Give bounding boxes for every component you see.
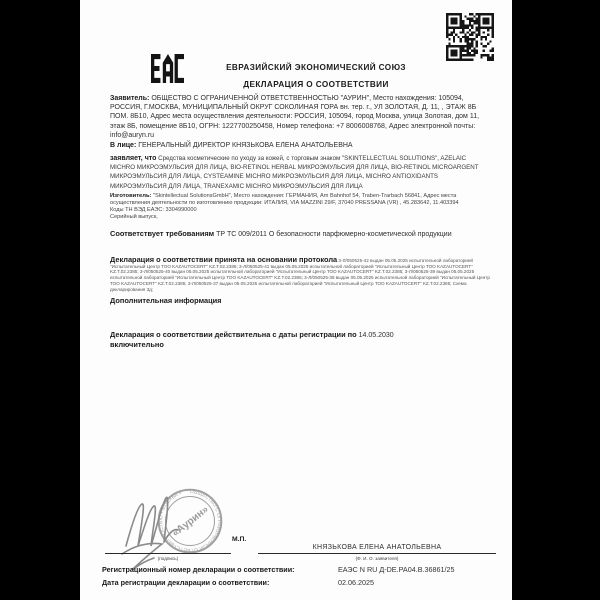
validity-suffix: включительно [110, 340, 164, 350]
in-person-block [110, 141, 492, 150]
additional-info-block [110, 296, 492, 306]
validity-date: 14.05.2030 [356, 332, 394, 339]
basis-block [110, 257, 492, 292]
in-person-text: ГЕНЕРАЛЬНЫЙ ДИРЕКТОР КНЯЗЬКОВА ЕЛЕНА АНАТОЛЬЕВНА [136, 142, 353, 149]
basis-text: 3-Л/050525-42 выдан 05.05.2025 испытательной лабораторией "Испытательный Центр ТОО KAZAUTOCERT" KZ.T.02.2385; 3-Л/050525-41 выдан 05.05.2025 испытательной лабораторией "Испытательный Центр ТОО KAZAUTOCERT" KZ.T.02.2385; 3-Л/050525-40 выдан 05.05.2025 испытательной лабораторией "Испытательный Центр ТОО KAZAUTOCERT" KZ.T.02.2385; 3-Л/050525-39 выдан 05.05.2025 испытательной лабораторией "Испытательный Центр ТОО KAZAUTOCERT" KZ.T.02.2385; 3-Л/050525-38 выдан 05.05.2025 испытательной лабораторией "Испытательный Центр ТОО KAZAUTOCERT" KZ.T.02.2385; 3-Л/050525-37 выдан 05.05.2025 испытательной лабораторией "Испытательный Центр ТОО KAZAUTOCERT" KZ.T.02.2385; Схема декларирования 3д; [110, 258, 490, 292]
name-caption: (Ф. И. О. заявителя) [355, 556, 399, 561]
registration-date-row [102, 578, 496, 587]
conformity-text: ТР ТС 009/2011 О безопасности парфюмерно-косметической продукции [214, 231, 452, 238]
validity-label: Декларация о соответствии действительна с даты регистрации по [110, 330, 357, 339]
applicant-name: КНЯЗЬКОВА ЕЛЕНА АНАТОЛЬЕВНА [312, 544, 442, 551]
handwritten-signature [118, 484, 210, 576]
manufacturer-text: "Skintellectual SolutionsGmbH", Место нахождения: ГЕРМАНИЯ, Am Bahnhof 54, Traben-Trarbach 56841, Адрес места осуществления деятельности по изготовлению продукции: ИТАЛИЯ, VIA MAZZINI 29/F, 37040 PRESSANA (VR) , 45.283642, 11.403394 [110, 192, 459, 206]
applicant-text: ОБЩЕСТВО С ОГРАНИЧЕННОЙ ОТВЕТСТВЕННОСТЬЮ "АУРИН", Место нахождения: 105094, РОССИЯ, Г.МОСКВА, МУНИЦИПАЛЬНЫЙ ОКРУГ СОКОЛИНАЯ ГОРА вн. тер. г., УЛ ЗОЛОТАЯ, Д. 11, , ЭТАЖ 8Б ПОМ. 8Б10, Адрес места осуществления деятельности: РОССИЯ, 105094, город Москва, улица Золотая, дом 11, этаж 8Б, помещение 8Б10, ОГРН: 1227700250458, Номер телефона: +7 8006008768, Адрес электронной почты: info@auryn.ru [110, 95, 480, 139]
registration-number-label: Регистрационный номер декларации о соответствии: [102, 565, 295, 574]
registration-number-value: ЕАЭС N RU Д-DE.РА04.В.36861/25 [338, 565, 455, 574]
mp-label: М.П. [232, 536, 247, 543]
signature-caption: (подпись) [157, 556, 179, 561]
in-person-label: В лице: [110, 142, 137, 149]
conformity-block [110, 229, 492, 239]
manufacturer-paragraph [110, 193, 492, 207]
stamp-rim-text: ОБЩЕСТВО С ОГРАНИЧЕННОЙ ОТВЕТСТВЕННОСТЬЮ • МОСКВА • [158, 489, 222, 553]
applicant-block [110, 94, 492, 140]
applicant-label: Заявитель: [110, 95, 150, 102]
stamp-center-text: «Аурин» [170, 504, 211, 540]
qr-code [446, 13, 494, 61]
validity-block [110, 330, 492, 349]
issue-type-line: Серийный выпуск, [110, 213, 158, 220]
conformity-label: Соответствует требованиям [110, 229, 215, 238]
name-line [258, 553, 496, 554]
document-page [80, 0, 512, 600]
registration-date-value: 02.06.2025 [338, 578, 374, 587]
manufacturer-label: Изготовитель: [110, 192, 152, 199]
union-title: ЕВРАЗИЙСКИЙ ЭКОНОМИЧЕСКИЙ СОЮЗ [226, 63, 406, 72]
additional-info-label: Дополнительная информация [110, 296, 222, 305]
doc-title: ДЕКЛАРАЦИЯ О СООТВЕТСТВИИ [243, 80, 389, 89]
signature-line [105, 553, 231, 554]
basis-label: Декларация о соответствии принята на основании протокола [110, 255, 338, 264]
declares-block [110, 154, 492, 220]
products-paragraph [110, 154, 492, 191]
tnved-line: Коды ТН ВЭД ЕАЭС: 3304990000 [110, 206, 197, 213]
declares-label: заявляет, что [110, 155, 157, 162]
registration-date-label: Дата регистрации декларации о соответствии: [102, 578, 270, 587]
registration-number-row [102, 565, 496, 574]
products-text: Средства косметические по уходу за кожей, с торговым знаком "SKINTELLECTUAL SOLUTIONS", AZELAIC MICHRO МИКРОЭМУЛЬСИЯ ДЛЯ ЛИЦА, BIO-RETINOL HERBAL МИКРОЭМУЛЬСИЯ ДЛЯ ЛИЦА, BIO-RETINOL MICROARGENT МИКРОЭМУЛЬСИЯ ДЛЯ ЛИЦА, CYSTEAMINE MICHRO МИКРОЭМУЛЬСИЯ ДЛЯ ЛИЦА, MICHRO ANTIOXIDANTS МИКРОЭМУЛЬСИЯ ДЛЯ ЛИЦА, TRANEXAMIC MICHRO МИКРОЭМУЛЬСИЯ ДЛЯ ЛИЦА [110, 155, 479, 190]
